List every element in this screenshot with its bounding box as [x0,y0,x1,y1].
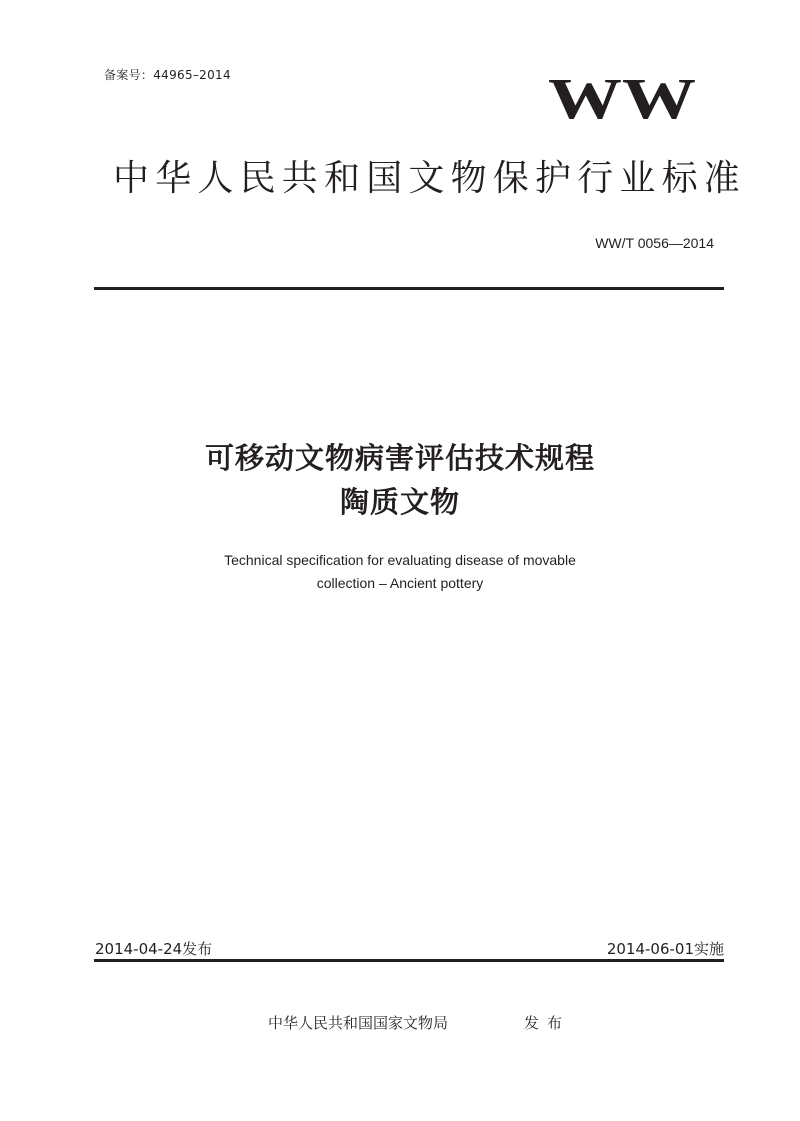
title-chinese-line2: 陶质文物 [339,485,460,519]
ww-logo [548,72,696,124]
standard-code: WW/T 0056—2014 [595,235,714,251]
implementation-date: 2014-06-01实施 [606,940,724,958]
title-chinese-line1: 可移动文物病害评估技术规程 [204,441,595,475]
logo-text: WW [548,72,696,124]
issue-date: 2014-04-24发布 [95,940,213,958]
bottom-divider [94,959,724,962]
publisher: 中华人民共和国国家文物局 [268,1014,449,1032]
title-english-line2: collection – Ancient pottery [316,575,484,591]
publish-word: 发布 [524,1014,571,1032]
top-divider [94,287,724,290]
record-number: 备案号：44965–2014 [104,68,231,82]
organization-title: 中华人民共和国文物保护行业标准 [113,158,747,199]
title-english-line1: Technical specification for evaluating disease of movable [224,552,576,568]
